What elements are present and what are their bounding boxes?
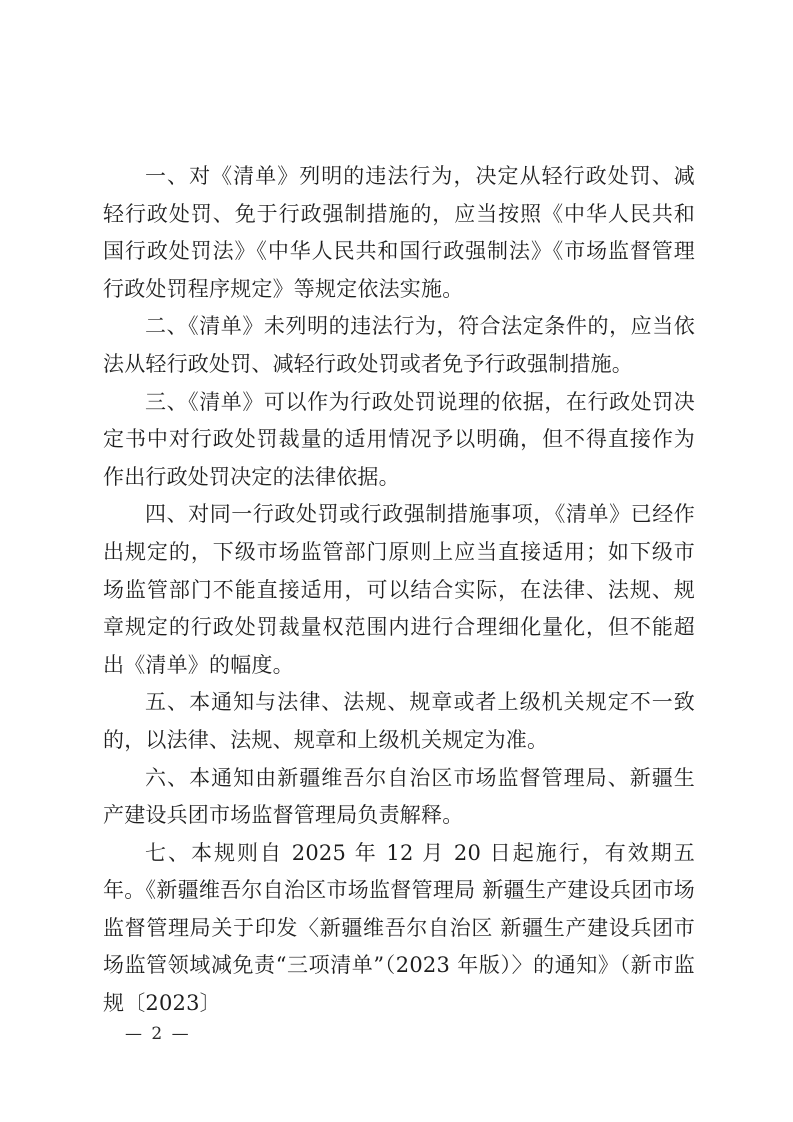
document-body: [103, 158, 695, 1023]
paragraph-item-7: 七、本规则自 2025 年 12 月 20 日起施行，有效期五年。《新疆维吾尔自治区市场监督管理局 新疆生产建设兵团市场监督管理局关于印发〈新疆维吾尔自治区 新疆生产建设兵团市场监管领域减免责“三项清单”（2023 年版）〉的通知》（新市监规〔2023〕: [103, 840, 695, 1016]
paragraph-item-5: 五、本通知与法律、法规、规章或者上级机关规定不一致的，以法律、法规、规章和上级机关规定为准。: [103, 690, 695, 752]
paragraph-item-3: 三、《清单》可以作为行政处罚说理的依据，在行政处罚决定书中对行政处罚裁量的适用情况予以明确，但不得直接作为作出行政处罚决定的法律依据。: [103, 389, 695, 489]
paragraph-item-2: 二、《清单》未列明的违法行为，符合法定条件的，应当依法从轻行政处罚、减轻行政处罚或者免予行政强制措施。: [103, 314, 695, 376]
paragraph-item-6: 六、本通知由新疆维吾尔自治区市场监督管理局、新疆生产建设兵团市场监督管理局负责解释。: [103, 765, 695, 828]
page-number: — 2 —: [125, 1024, 191, 1044]
paragraph-item-4: 四、对同一行政处罚或行政强制措施事项，《清单》已经作出规定的，下级市场监管部门原则上应当直接适用；如下级市场监管部门不能直接适用，可以结合实际，在法律、法规、规章规定的行政处罚裁量权范围内进行合理细化量化，但不能超出《清单》的幅度。: [103, 502, 695, 677]
paragraph-item-1: 一、对《清单》列明的违法行为，决定从轻行政处罚、减轻行政处罚、免于行政强制措施的，应当按照《中华人民共和国行政处罚法》《中华人民共和国行政强制法》《市场监督管理行政处罚程序规定》等规定依法实施。: [103, 164, 695, 301]
